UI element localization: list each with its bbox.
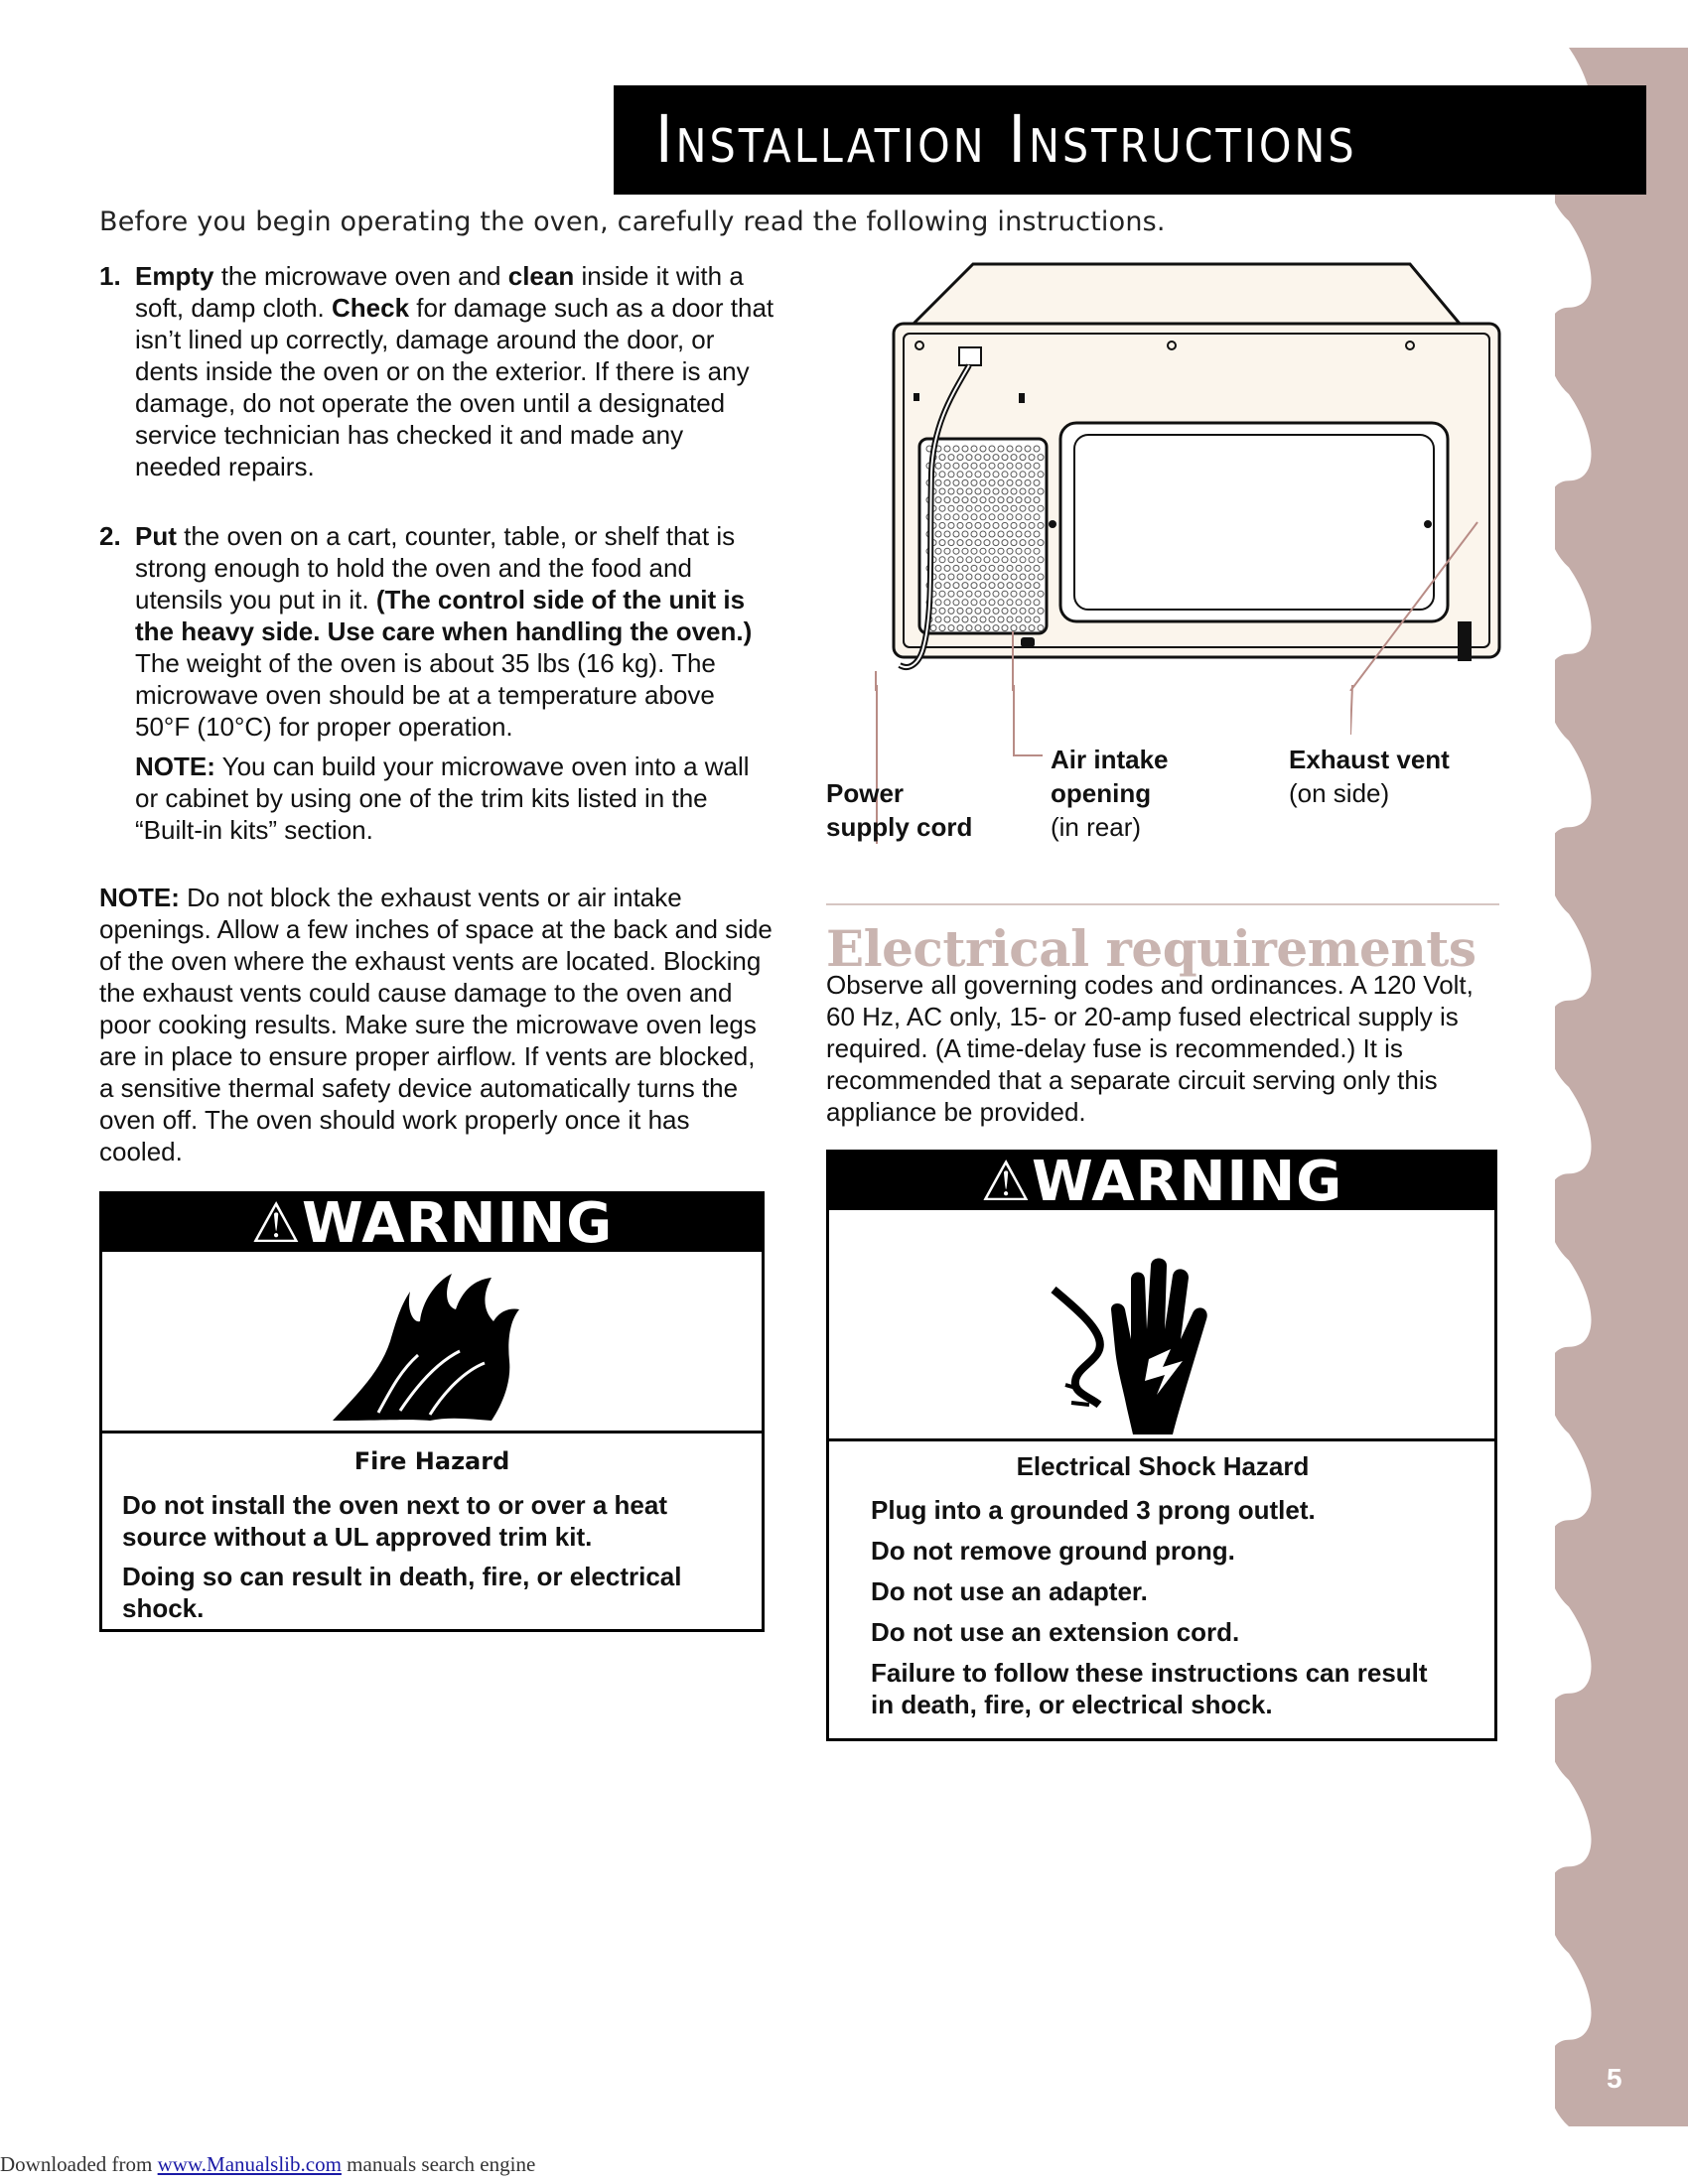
label-line: opening xyxy=(1051,778,1152,808)
note-text: You can build your microwave oven into a wall or cabinet by using one of the trim kits listed in the “Built-in kits” section. xyxy=(135,751,750,845)
note-label: NOTE: xyxy=(135,751,215,781)
warning-triangle-icon: ⚠ xyxy=(250,1191,302,1256)
step-lead: clean xyxy=(507,261,575,291)
download-footer xyxy=(0,2152,535,2177)
warning-heading: WARNING xyxy=(1031,1150,1343,1214)
step-text: for damage such as a door that isn’t lined up correctly, damage around the door, or dents inside the oven or on the exterior. If there is any damage, do not operate the oven until a designated service technician has checked it and made any needed repairs. xyxy=(135,293,774,481)
section-divider xyxy=(826,903,1499,905)
electrical-body: Observe all governing codes and ordinances. A 120 Volt, 60 Hz, AC only, 15- or 20-amp fused electrical supply is required. (A time-delay fuse is recommended.) It is recommended that a separate circuit serving only this appliance be provided. xyxy=(826,970,1474,1127)
step-lead: Empty xyxy=(135,261,214,291)
shock-image xyxy=(829,1210,1494,1441)
warning-heading: WARNING xyxy=(301,1191,614,1256)
warning-title: Fire Hazard xyxy=(353,1447,510,1475)
step-lead: Check xyxy=(331,293,410,323)
label-air-intake xyxy=(1051,743,1169,844)
warning-line: Plug into a grounded 3 prong outlet. xyxy=(871,1495,1316,1525)
step-number: 2. xyxy=(99,521,121,551)
step-number: 1. xyxy=(99,261,121,291)
warning-header xyxy=(102,1191,762,1256)
warning-header xyxy=(829,1150,1494,1214)
label-line: supply cord xyxy=(826,812,973,842)
fire-warning-box xyxy=(99,1191,765,1632)
step-lead: Put xyxy=(135,521,177,551)
step-text: inside it with a soft, damp cloth. xyxy=(135,261,744,323)
warning-line: Do not use an extension cord. xyxy=(871,1617,1240,1647)
warning-line: Failure to follow these instructions can result in death, fire, or electrical shock. xyxy=(871,1658,1428,1719)
footer-text: Downloaded from xyxy=(0,2152,158,2176)
label-power-cord xyxy=(826,776,972,844)
warning-line: Do not remove ground prong. xyxy=(871,1536,1235,1566)
fire-icon xyxy=(102,1252,762,1431)
decorative-side-tab xyxy=(1555,48,1688,2126)
step-1 xyxy=(99,260,774,482)
label-line: Exhaust vent xyxy=(1289,745,1450,774)
label-line: Power xyxy=(826,778,905,808)
oven-rear-diagram xyxy=(854,254,1509,691)
note-text: Do not block the exhaust vents or air intake openings. Allow a few inches of space at the back and side of the oven where the exhaust vents are located. Blocking the exhaust vents could cause damage to the oven and poor cooking results. Make sure the microwave oven legs are in place to ensure proper airflow. If vents are blocked, a sensitive thermal safety device automatically turns the oven off. The oven should work properly once it has cooled. xyxy=(99,883,773,1166)
electric-shock-hand-icon xyxy=(829,1210,1494,1438)
warning-title: Electrical Shock Hazard xyxy=(1016,1451,1310,1481)
shock-warning-box xyxy=(826,1150,1497,1741)
warning-line: Do not install the oven next to or over a heat source without a UL approved trim kit. xyxy=(122,1490,667,1552)
manualslib-link[interactable]: www.Manualslib.com xyxy=(157,2152,342,2176)
step-2-note xyxy=(135,751,774,846)
label-exhaust-vent xyxy=(1289,743,1450,810)
fire-image xyxy=(102,1252,762,1433)
step-text: the oven on a cart, counter, table, or shelf that is strong enough to hold the oven and the food and utensils you put in it. xyxy=(135,521,736,614)
footer-text: manuals search engine xyxy=(341,2152,536,2176)
intro-text: Before you begin operating the oven, carefully read the following instructions. xyxy=(99,206,1166,237)
warning-line: Do not use an adapter. xyxy=(871,1576,1148,1606)
label-line: (in rear) xyxy=(1051,812,1142,842)
exhaust-leader xyxy=(1350,685,1390,735)
warning-line: Doing so can result in death, fire, or electrical shock. xyxy=(122,1562,682,1623)
vent-note xyxy=(99,882,774,1167)
air-intake-leader xyxy=(1013,685,1015,754)
step-text: The weight of the oven is about 35 lbs (16 kg). The microwave oven should be at a temperature above 50°F (10°C) for proper operation. xyxy=(135,648,716,742)
page-number: 5 xyxy=(1607,2063,1622,2094)
label-line: (on side) xyxy=(1289,778,1390,808)
step-2 xyxy=(99,520,774,846)
page-title: Installation Instructions xyxy=(614,85,1646,195)
section-heading: Electrical requirements xyxy=(826,919,1477,978)
warning-triangle-icon: ⚠ xyxy=(980,1150,1032,1214)
label-line: Air intake xyxy=(1051,745,1169,774)
step-bold-note: (The control side of the unit is the heavy side. Use care when handling the oven.) xyxy=(135,585,753,646)
air-intake-leader-h xyxy=(1013,754,1043,756)
step-text: the microwave oven and xyxy=(213,261,508,291)
note-label: NOTE: xyxy=(99,883,180,912)
